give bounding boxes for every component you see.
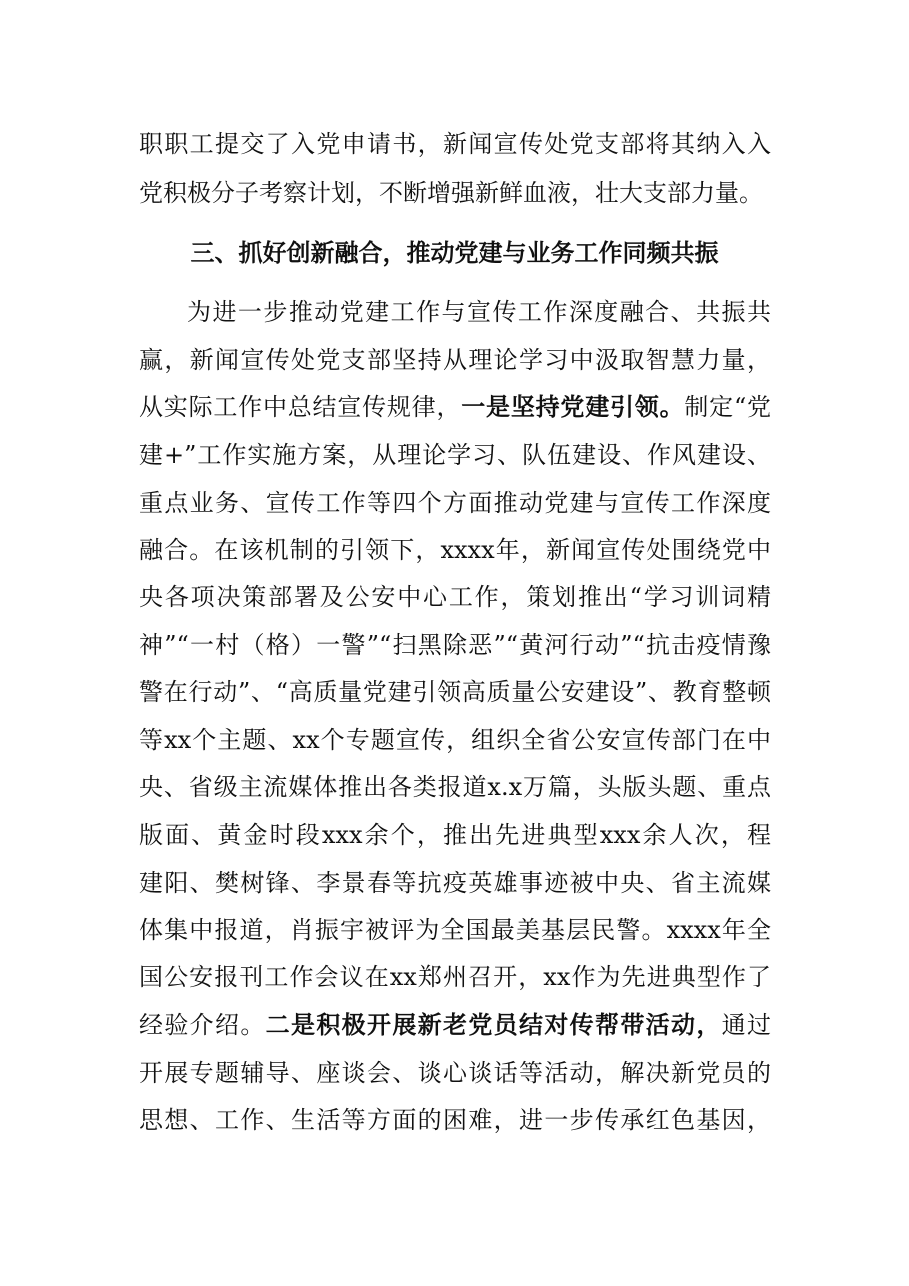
text-run: 思想、工作、生活等方面的困难，进一步传承红色基因， [139, 1106, 771, 1134]
body-line-18 [139, 1010, 771, 1040]
body-line-20 [139, 1105, 771, 1135]
body-line-16 [139, 915, 771, 945]
body-line-6 [139, 440, 771, 470]
text-run: 版面、黄金时段xxx余个，推出先进典型xxx余人次，程 [139, 821, 771, 849]
bold-text-run: 二是积极开展新老党员结对传帮带活动， [265, 1010, 722, 1039]
body-line-17 [139, 962, 771, 992]
bold-text-run: 一是坚持党建引领。 [461, 392, 685, 421]
text-run: 央各项决策部署及公安中心工作，策划推出“学习训词精 [139, 583, 771, 611]
body-line-14 [139, 820, 771, 850]
text-run: 通过 [721, 1011, 772, 1039]
body-line-19 [139, 1058, 771, 1088]
text-run: 建阳、樊树锋、李景春等抗疫英雄事迹被中央、省主流媒 [139, 869, 771, 897]
body-line-11 [139, 677, 771, 707]
body-line-1 [139, 129, 771, 159]
text-run: 职职工提交了入党申请书，新闻宣传处党支部将其纳入入 [139, 130, 771, 158]
text-run: 警在行动”、“高质量党建引领高质量公安建设”、教育整顿 [139, 678, 771, 706]
body-line-5 [139, 392, 771, 422]
text-run: 建+”工作实施方案，从理论学习、队伍建设、作风建设、 [139, 441, 771, 469]
body-line-15 [139, 868, 771, 898]
body-line-10 [139, 630, 771, 660]
body-line-2 [139, 178, 771, 208]
text-run: 为进一步推动党建工作与宣传工作深度融合、共振共 [187, 298, 771, 326]
body-line-4 [139, 345, 771, 375]
text-run: 开展专题辅导、座谈会、谈心谈话等活动，解决新党员的 [139, 1059, 771, 1087]
body-line-8 [139, 535, 771, 565]
text-run: 重点业务、宣传工作等四个方面推动党建与宣传工作深度 [139, 489, 771, 517]
text-run: 等xx个主题、xx个专题宣传，组织全省公安宣传部门在中 [139, 726, 771, 754]
text-run: 神”“一村（格）一警”“扫黑除恶”“黄河行动”“抗击疫情豫 [139, 631, 771, 659]
text-run: 体集中报道，肖振宇被评为全国最美基层民警。xxxx年全 [139, 916, 771, 944]
text-run: 融合。在该机制的引领下，xxxx年，新闻宣传处围绕党中 [139, 536, 771, 564]
text-run: 从实际工作中总结宣传规律， [139, 393, 462, 421]
text-run: 国公安报刊工作会议在xx郑州召开，xx作为先进典型作了 [139, 963, 771, 991]
text-run: 党积极分子考察计划，不断增强新鲜血液，壮大支部力量。 [139, 179, 763, 207]
text-run: 央、省级主流媒体推出各类报道x.x万篇，头版头题、重点 [139, 773, 771, 801]
section-heading: 三、抓好创新融合，推动党建与业务工作同频共振 [190, 239, 719, 267]
body-line-7 [139, 488, 771, 518]
body-line-3 [187, 297, 771, 327]
text-run: 经验介绍。 [139, 1011, 266, 1039]
body-line-13 [139, 772, 771, 802]
text-run: 制定“党 [684, 393, 772, 421]
text-run: 赢，新闻宣传处党支部坚持从理论学习中汲取智慧力量， [139, 346, 771, 374]
body-line-9 [139, 582, 771, 612]
body-line-12 [139, 725, 771, 755]
